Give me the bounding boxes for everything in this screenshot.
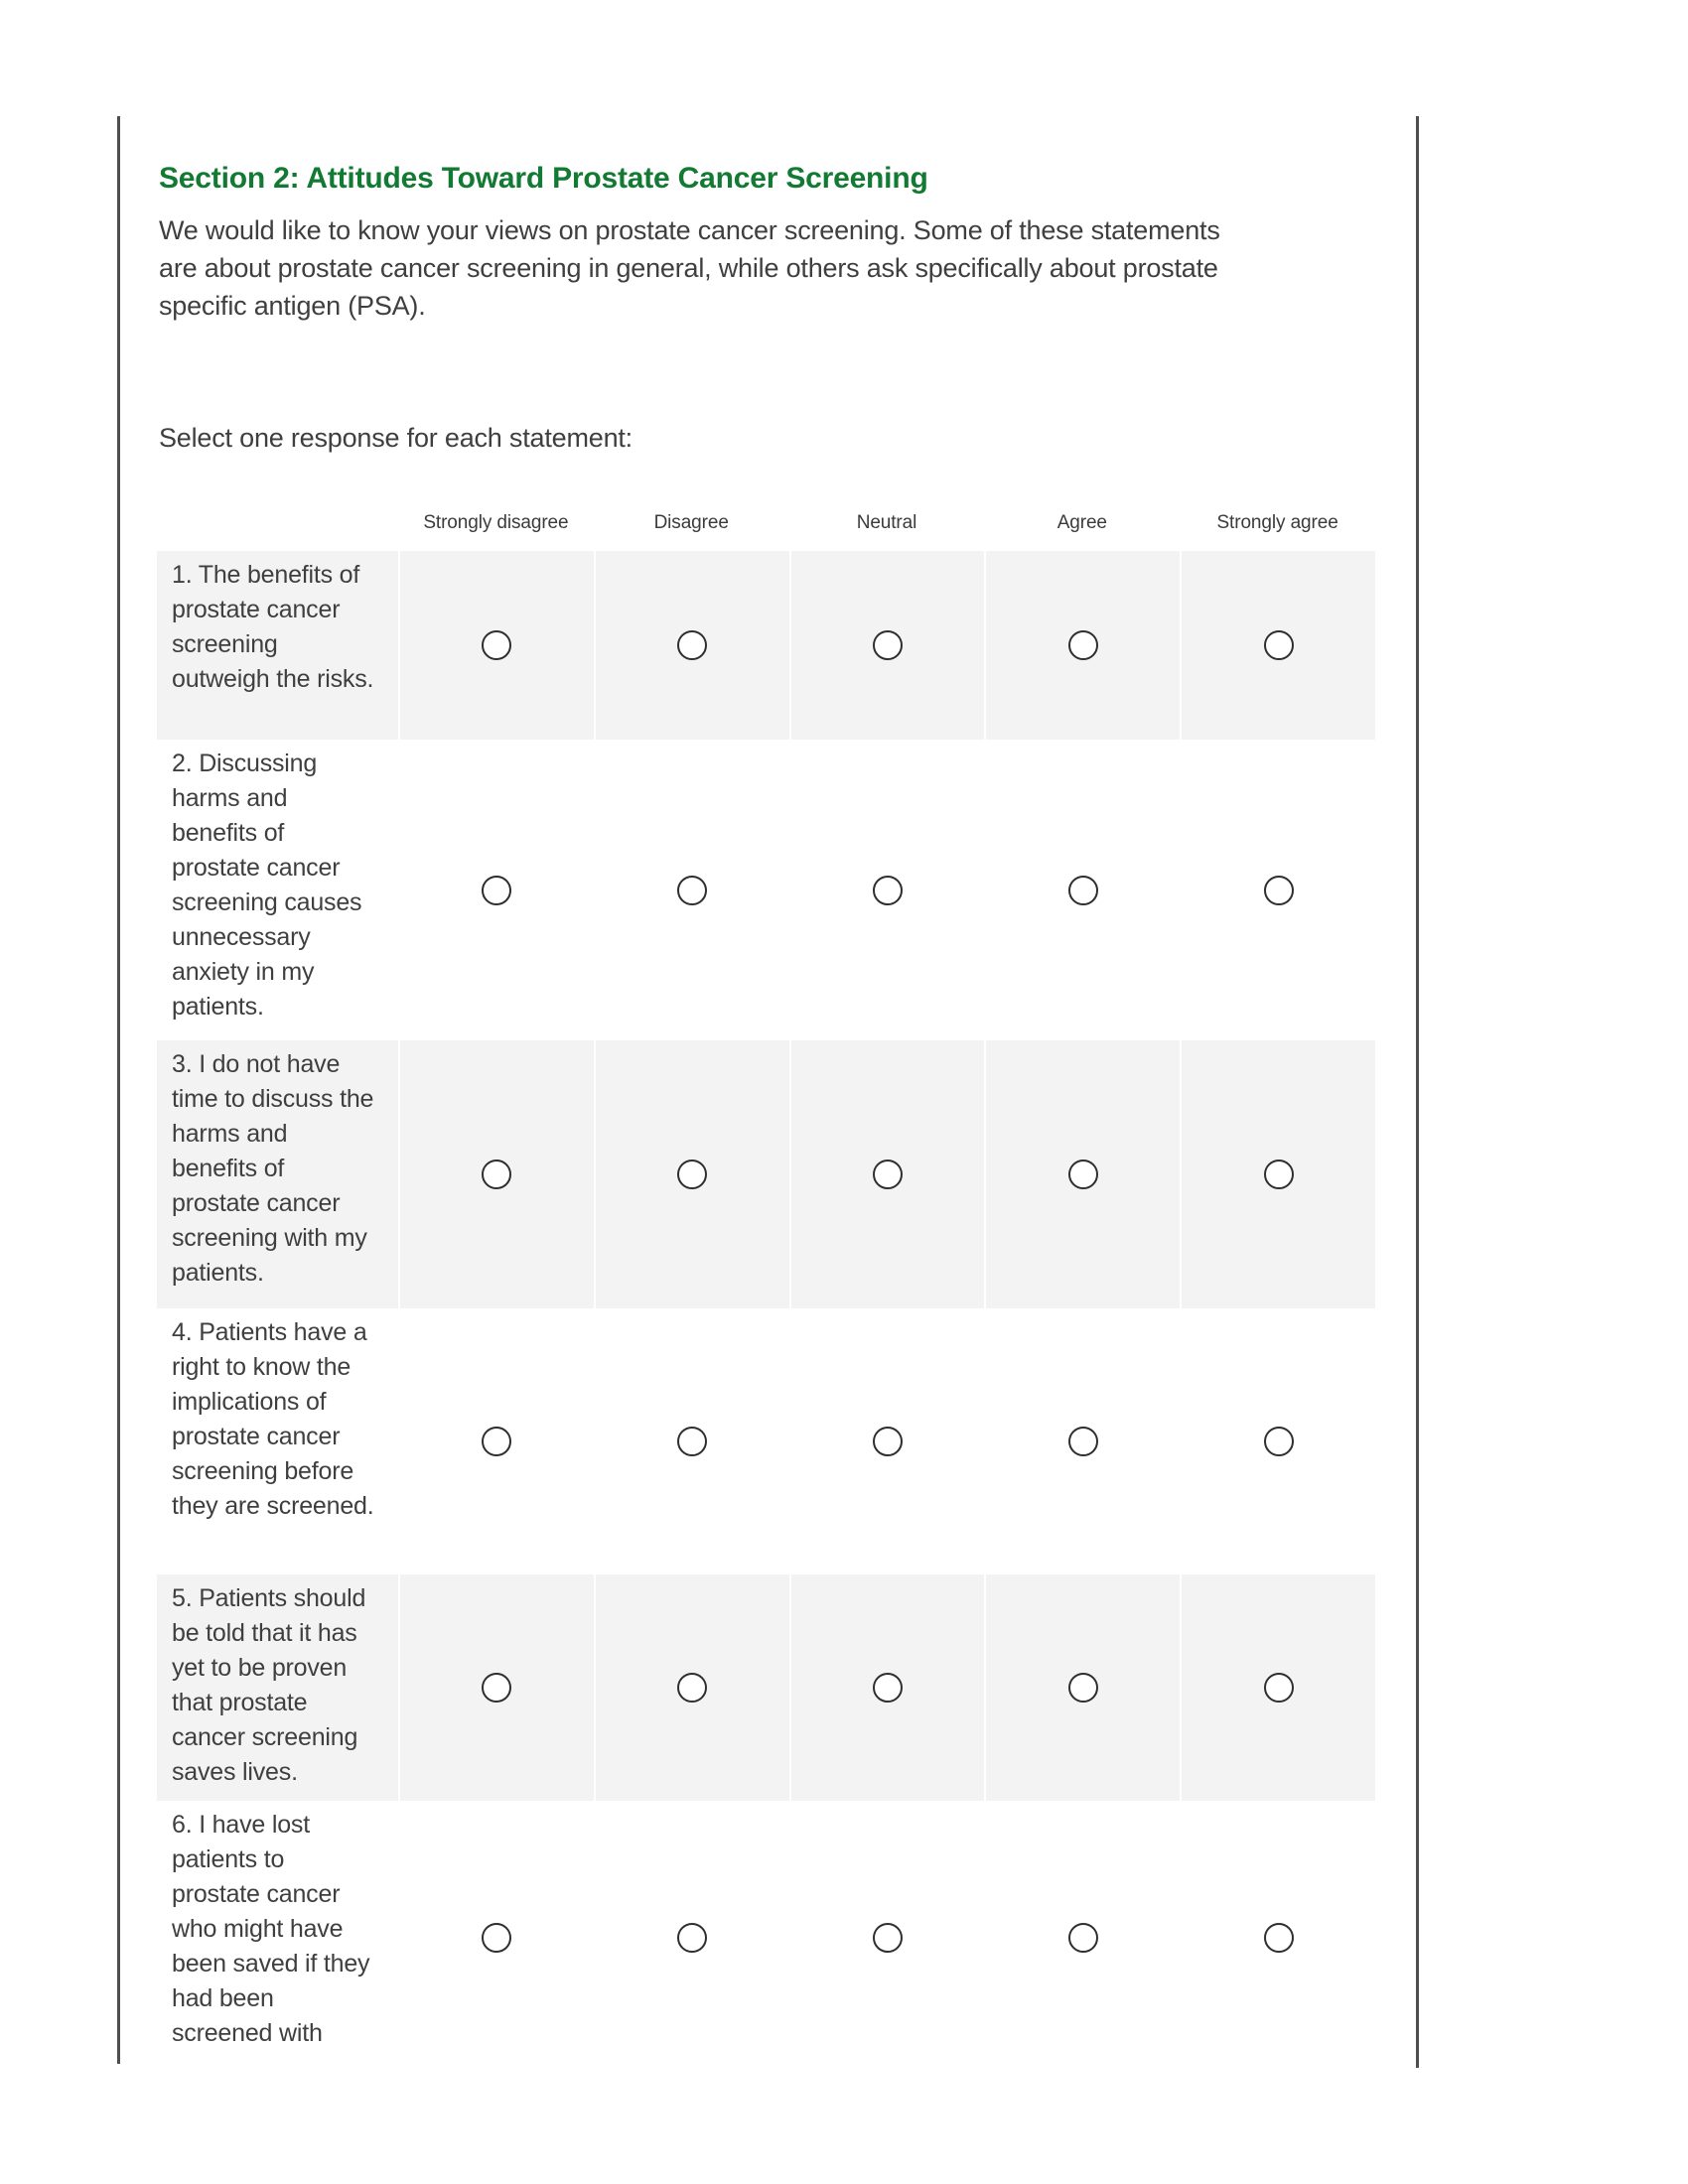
option-cell-row2-strongly-agree[interactable]	[1180, 740, 1375, 1040]
option-cell-row2-neutral[interactable]	[789, 740, 985, 1040]
radio-row4-disagree[interactable]	[677, 1427, 707, 1456]
option-cell-row1-strongly-disagree[interactable]	[398, 551, 594, 740]
option-cell-row6-agree[interactable]	[984, 1801, 1180, 2074]
column-header-strongly-agree: Strongly agree	[1216, 512, 1338, 533]
radio-row4-neutral[interactable]	[873, 1427, 903, 1456]
radio-row1-disagree[interactable]	[677, 630, 707, 660]
option-cell-row3-neutral[interactable]	[789, 1040, 985, 1308]
matrix-header-row	[157, 501, 1375, 551]
section-intro: We would like to know your views on prostate cancer screening. Some of these statements are about prostate cancer screening in general, while others ask specifically about prostate specific antigen (PSA).	[159, 215, 1220, 321]
radio-row5-neutral[interactable]	[873, 1673, 903, 1703]
column-header-strongly-disagree: Strongly disagree	[423, 512, 569, 533]
column-header-neutral: Neutral	[856, 512, 917, 533]
option-cell-row1-agree[interactable]	[984, 551, 1180, 740]
option-cell-row1-disagree[interactable]	[594, 551, 789, 740]
option-cell-row1-strongly-agree[interactable]	[1180, 551, 1375, 740]
section-title: Section 2: Attitudes Toward Prostate Cancer Screening	[159, 162, 928, 195]
likert-matrix-table	[157, 501, 1375, 2074]
radio-row6-strongly-agree[interactable]	[1264, 1923, 1294, 1953]
option-cell-row5-neutral[interactable]	[789, 1574, 985, 1801]
radio-row5-strongly-agree[interactable]	[1264, 1673, 1294, 1703]
radio-row3-strongly-disagree[interactable]	[482, 1160, 511, 1189]
option-cell-row3-strongly-disagree[interactable]	[398, 1040, 594, 1308]
radio-row6-disagree[interactable]	[677, 1923, 707, 1953]
matrix-row-1	[157, 551, 1375, 740]
statement-cell-1: 1. The benefits of prostate cancer screening outweigh the risks.	[172, 561, 374, 693]
radio-row2-neutral[interactable]	[873, 876, 903, 905]
option-cell-row5-agree[interactable]	[984, 1574, 1180, 1801]
option-cell-row6-neutral[interactable]	[789, 1801, 985, 2074]
option-cell-row2-disagree[interactable]	[594, 740, 789, 1040]
page-right-rule	[1416, 116, 1419, 2068]
option-cell-row6-strongly-agree[interactable]	[1180, 1801, 1375, 2074]
radio-row6-strongly-disagree[interactable]	[482, 1923, 511, 1953]
radio-row5-strongly-disagree[interactable]	[482, 1673, 511, 1703]
option-cell-row5-strongly-disagree[interactable]	[398, 1574, 594, 1801]
radio-row3-neutral[interactable]	[873, 1160, 903, 1189]
radio-row2-strongly-disagree[interactable]	[482, 876, 511, 905]
statement-cell-3: 3. I do not have time to discuss the harms and benefits of prostate cancer screening with my patients.	[172, 1050, 374, 1287]
page-left-rule	[117, 116, 120, 2064]
radio-row1-neutral[interactable]	[873, 630, 903, 660]
option-cell-row4-neutral[interactable]	[789, 1308, 985, 1574]
radio-row2-disagree[interactable]	[677, 876, 707, 905]
radio-row1-strongly-disagree[interactable]	[482, 630, 511, 660]
radio-row5-disagree[interactable]	[677, 1673, 707, 1703]
option-cell-row4-strongly-disagree[interactable]	[398, 1308, 594, 1574]
option-cell-row3-agree[interactable]	[984, 1040, 1180, 1308]
matrix-row-3	[157, 1040, 1375, 1308]
option-cell-row3-disagree[interactable]	[594, 1040, 789, 1308]
option-cell-row4-agree[interactable]	[984, 1308, 1180, 1574]
option-cell-row2-strongly-disagree[interactable]	[398, 740, 594, 1040]
option-cell-row6-strongly-disagree[interactable]	[398, 1801, 594, 2074]
matrix-body	[157, 551, 1375, 2074]
statement-cell-2: 2. Discussing harms and benefits of prostate cancer screening causes unnecessary anxiety in my patients.	[172, 750, 362, 1021]
matrix-row-2	[157, 740, 1375, 1040]
column-header-agree: Agree	[1056, 512, 1107, 533]
option-cell-row1-neutral[interactable]	[789, 551, 985, 740]
matrix-row-5	[157, 1574, 1375, 1801]
column-header-disagree: Disagree	[653, 512, 729, 533]
radio-row4-agree[interactable]	[1068, 1427, 1098, 1456]
option-cell-row5-disagree[interactable]	[594, 1574, 789, 1801]
radio-row2-agree[interactable]	[1068, 876, 1098, 905]
radio-row6-neutral[interactable]	[873, 1923, 903, 1953]
statement-cell-6: 6. I have lost patients to prostate cancer who might have been saved if they had been screened with	[172, 1811, 370, 2047]
radio-row4-strongly-agree[interactable]	[1264, 1427, 1294, 1456]
statement-cell-5: 5. Patients should be told that it has yet to be proven that prostate cancer screening saves lives.	[172, 1584, 366, 1786]
statement-cell-4: 4. Patients have a right to know the implications of prostate cancer screening before they are screened.	[172, 1318, 374, 1520]
radio-row4-strongly-disagree[interactable]	[482, 1427, 511, 1456]
radio-row2-strongly-agree[interactable]	[1264, 876, 1294, 905]
option-cell-row4-strongly-agree[interactable]	[1180, 1308, 1375, 1574]
option-cell-row4-disagree[interactable]	[594, 1308, 789, 1574]
radio-row3-agree[interactable]	[1068, 1160, 1098, 1189]
option-cell-row5-strongly-agree[interactable]	[1180, 1574, 1375, 1801]
radio-row5-agree[interactable]	[1068, 1673, 1098, 1703]
radio-row6-agree[interactable]	[1068, 1923, 1098, 1953]
radio-row1-agree[interactable]	[1068, 630, 1098, 660]
option-cell-row2-agree[interactable]	[984, 740, 1180, 1040]
matrix-row-4	[157, 1308, 1375, 1574]
radio-row3-strongly-agree[interactable]	[1264, 1160, 1294, 1189]
matrix-instruction: Select one response for each statement:	[159, 423, 633, 453]
matrix-row-6	[157, 1801, 1375, 2074]
radio-row3-disagree[interactable]	[677, 1160, 707, 1189]
option-cell-row6-disagree[interactable]	[594, 1801, 789, 2074]
matrix-header-spacer	[157, 501, 398, 551]
radio-row1-strongly-agree[interactable]	[1264, 630, 1294, 660]
option-cell-row3-strongly-agree[interactable]	[1180, 1040, 1375, 1308]
